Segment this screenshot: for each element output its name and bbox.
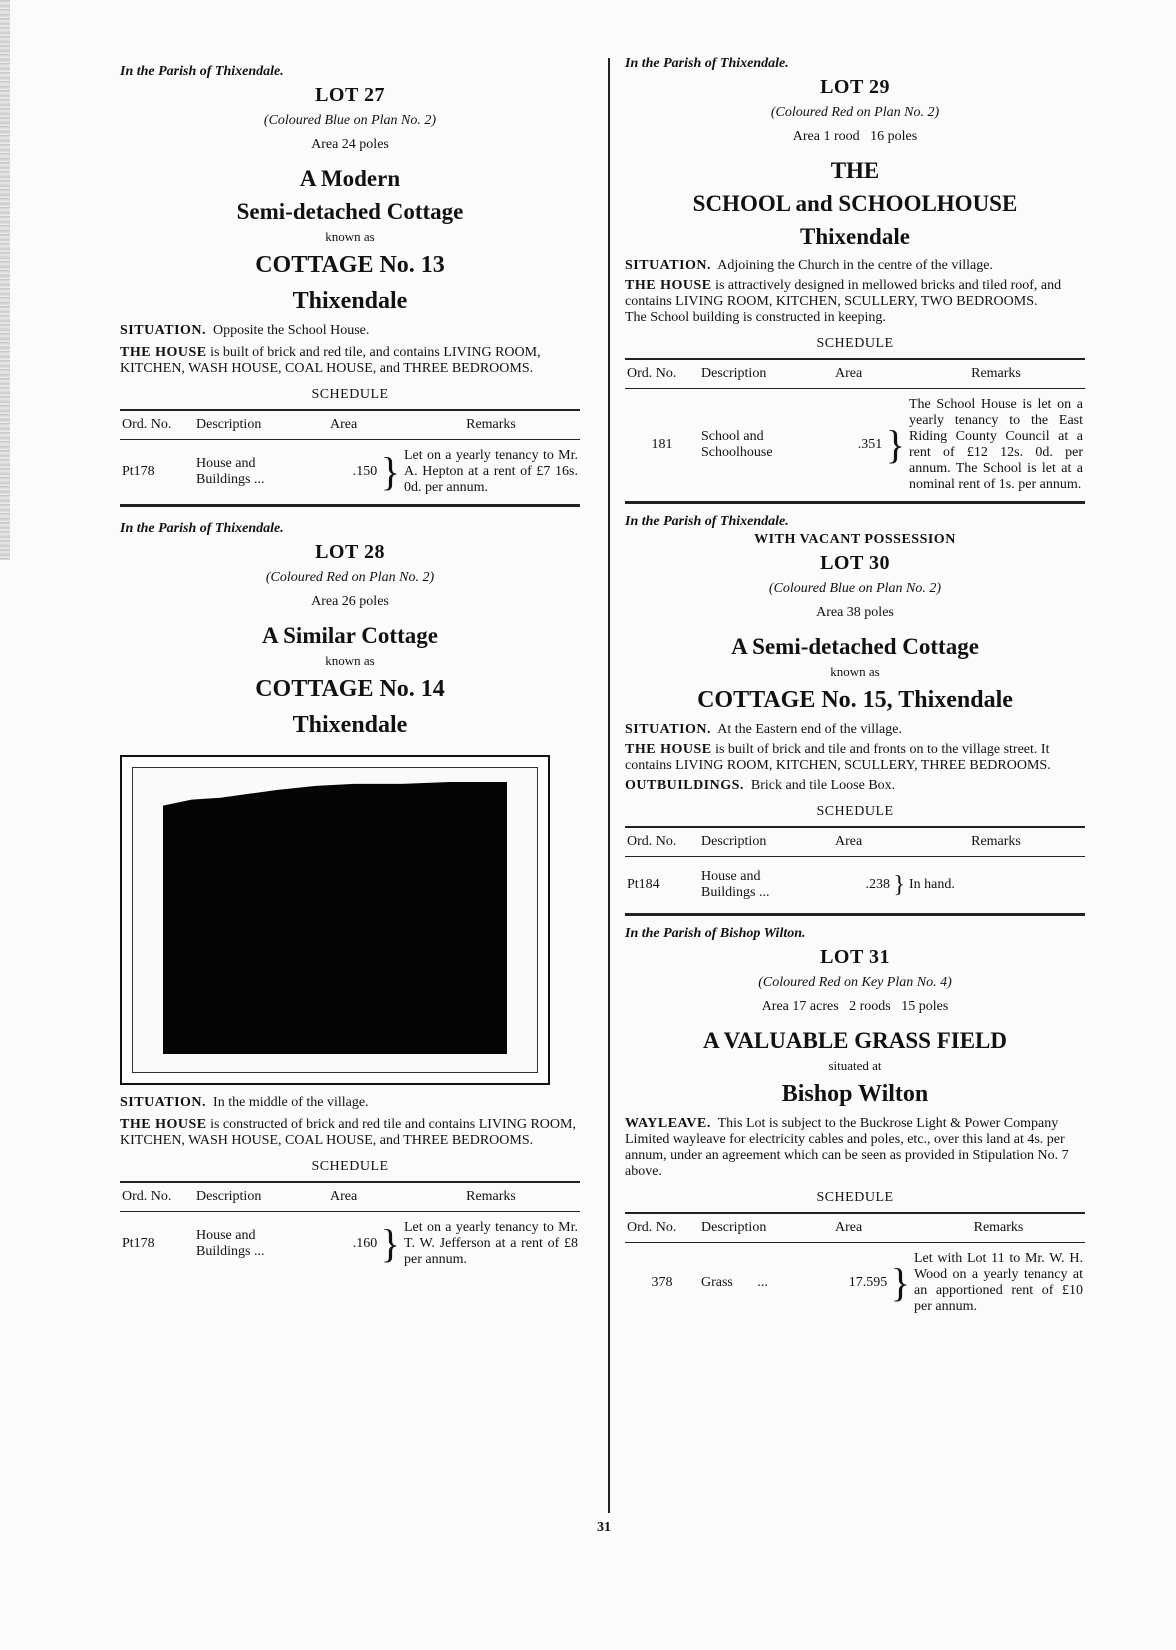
schedule-title: SCHEDULE <box>816 804 894 819</box>
house-text: is built of brick and red tile, and contains LIVING ROOM, KITCHEN, WASH HOUSE, COAL HOUSE, and THREE BEDROOMS. <box>120 345 541 376</box>
cottage-photo <box>120 755 550 1085</box>
schedule-table <box>120 409 580 507</box>
property-name: COTTAGE No. 13 <box>255 252 445 278</box>
vacant-possession: WITH VACANT POSSESSION <box>754 532 956 547</box>
header-description: Description <box>194 1182 328 1212</box>
schedule-table <box>625 1212 1085 1323</box>
area-text: .351 <box>857 437 883 453</box>
description <box>699 1243 833 1324</box>
ord-no: 378 <box>651 1275 673 1290</box>
situated-at: situated at <box>828 1058 882 1073</box>
lot-area: Area 17 acres 2 roods 15 poles <box>761 999 949 1014</box>
property-location: Thixendale <box>292 712 408 738</box>
table-row <box>120 440 580 506</box>
plan-colour: (Coloured Blue on Plan No. 2) <box>263 113 437 128</box>
header-ord-no: Ord. No. <box>120 410 194 440</box>
house-description <box>625 278 1085 326</box>
description <box>194 440 328 506</box>
lot-number: LOT 29 <box>820 76 890 98</box>
property-location: Bishop Wilton <box>781 1081 929 1107</box>
situation <box>120 323 580 339</box>
plan-colour: (Coloured Blue on Plan No. 2) <box>768 581 942 596</box>
brace-icon: } <box>893 872 905 898</box>
lot-number: LOT 31 <box>820 946 890 968</box>
area-value <box>328 1212 402 1277</box>
area-value <box>328 440 402 506</box>
description-line: House and <box>196 456 256 471</box>
situation-text: Opposite the School House. <box>213 323 370 338</box>
property-name: COTTAGE No. 14 <box>255 676 445 702</box>
area-text: 17.595 <box>848 1275 888 1291</box>
house-description <box>120 345 580 377</box>
lot-area: Area 26 poles <box>311 594 389 609</box>
table-row <box>625 857 1085 915</box>
area-text: .238 <box>865 877 890 893</box>
known-as: known as <box>325 653 375 668</box>
table-header <box>625 359 1085 389</box>
table-row <box>625 389 1085 503</box>
situation-text: Adjoining the Church in the centre of the village. <box>717 258 993 273</box>
header-area: Area <box>833 827 907 857</box>
remarks: In hand. <box>907 857 1085 915</box>
header-area: Area <box>833 359 907 389</box>
right-column <box>625 52 1085 1323</box>
outbuildings <box>625 778 1085 794</box>
table-header <box>625 827 1085 857</box>
schedule-title: SCHEDULE <box>311 1159 389 1174</box>
header-ord-no: Ord. No. <box>625 827 699 857</box>
area-value <box>833 857 907 915</box>
house-text: is attractively designed in mellowed bricks and tiled roof, and contains LIVING ROOM, KITCHEN, SCULLERY, TWO BEDROOMS. <box>625 278 1062 309</box>
plan-colour: (Coloured Red on Key Plan No. 4) <box>758 975 952 990</box>
table-row <box>625 1243 1085 1324</box>
schedule-title: SCHEDULE <box>311 387 389 402</box>
left-column <box>120 60 580 1276</box>
wayleave-label: WAYLEAVE. <box>625 1116 711 1131</box>
outbuildings-text: Brick and tile Loose Box. <box>750 778 896 793</box>
lot-area: Area 38 poles <box>816 605 894 620</box>
lot-title: THE <box>830 158 880 183</box>
house-text: is built of brick and tile and fronts on to the village street. It contains LIVING ROOM, KITCHEN, SCULLERY, THREE BEDROOMS. <box>625 742 1051 773</box>
header-ord-no: Ord. No. <box>625 1213 699 1243</box>
house-label: THE HOUSE <box>625 742 712 757</box>
description-line: Grass <box>701 1275 733 1290</box>
brace-icon: } <box>380 1221 400 1266</box>
plan-colour: (Coloured Red on Plan No. 2) <box>265 570 435 585</box>
lot-title: A Modern <box>299 166 401 191</box>
photo-image <box>163 778 507 1054</box>
area-text: .160 <box>352 1236 378 1252</box>
brace-icon: } <box>890 1260 910 1305</box>
description-line: Buildings ... <box>701 885 770 900</box>
situation-label: SITUATION. <box>120 323 207 338</box>
parish-label: In the Parish of Thixendale. <box>120 521 284 536</box>
property-name: COTTAGE No. 15, Thixendale <box>697 687 1013 713</box>
house-label: THE HOUSE <box>625 278 712 293</box>
header-description: Description <box>699 827 833 857</box>
lot-number: LOT 28 <box>315 541 385 563</box>
remarks: Let on a yearly tenancy to Mr. A. Hepton at a rent of £7 16s. 0d. per annum. <box>402 440 580 506</box>
header-remarks: Remarks <box>907 827 1085 857</box>
remarks: Let on a yearly tenancy to Mr. T. W. Jefferson at a rent of £8 per annum. <box>404 1220 578 1267</box>
schedule-table <box>625 358 1085 504</box>
header-remarks: Remarks <box>907 359 1085 389</box>
known-as: known as <box>830 664 880 679</box>
lot-30 <box>625 514 1085 916</box>
lot-area: Area 1 rood 16 poles <box>792 129 918 144</box>
property-location: Thixendale <box>292 288 408 314</box>
header-description: Description <box>194 410 328 440</box>
lot-title: A Similar Cottage <box>262 623 438 648</box>
house-text: is constructed of brick and red tile and contains LIVING ROOM, KITCHEN, WASH HOUSE, COAL HOUSE, and THREE BEDROOMS. <box>120 1117 576 1148</box>
house-label: THE HOUSE <box>120 345 207 360</box>
schedule-title: SCHEDULE <box>816 1190 894 1205</box>
situation <box>625 722 1085 738</box>
lot-title: Thixendale <box>800 224 910 249</box>
situation-label: SITUATION. <box>625 258 712 273</box>
lot-27 <box>120 64 580 507</box>
description-line: Schoolhouse <box>701 445 773 460</box>
header-remarks: Remarks <box>402 1182 580 1212</box>
area-value <box>833 389 907 503</box>
photo-mount <box>132 767 538 1073</box>
parish-label: In the Parish of Bishop Wilton. <box>625 926 806 941</box>
column-divider <box>608 58 610 1513</box>
description <box>699 857 833 915</box>
description-line: School and <box>701 429 764 444</box>
situation <box>120 1095 580 1111</box>
table-header <box>120 1182 580 1212</box>
parish-label: In the Parish of Thixendale. <box>625 514 789 529</box>
house-label: THE HOUSE <box>120 1117 207 1132</box>
lot-title: A Semi-detached Cottage <box>731 634 979 659</box>
description-line: House and <box>196 1228 256 1243</box>
area-text: .150 <box>352 464 378 480</box>
description-line: Buildings ... <box>196 472 265 487</box>
ord-no: Pt184 <box>625 857 699 915</box>
header-ord-no: Ord. No. <box>625 359 699 389</box>
parish-label: In the Parish of Thixendale. <box>625 56 789 71</box>
lot-title: Semi-detached Cottage <box>236 199 464 224</box>
outbuildings-label: OUTBUILDINGS. <box>625 778 744 793</box>
scan-edge <box>0 0 10 560</box>
remarks: Let with Lot 11 to Mr. W. H. Wood on a yearly tenancy at an apportioned rent of £10 per annum. <box>914 1251 1083 1314</box>
ord-no: 181 <box>625 389 699 503</box>
description-line: ... <box>757 1275 768 1290</box>
header-description: Description <box>699 1213 833 1243</box>
lot-area: Area 24 poles <box>311 137 389 152</box>
lot-28 <box>120 521 580 1276</box>
lot-number: LOT 27 <box>315 84 385 106</box>
school-note: The School building is constructed in keeping. <box>625 310 886 325</box>
house-description <box>625 742 1085 774</box>
area-value <box>833 1243 912 1324</box>
ord-no: Pt178 <box>122 1236 155 1251</box>
brace-icon: } <box>885 422 905 467</box>
schedule-table <box>625 826 1085 916</box>
header-area: Area <box>833 1213 912 1243</box>
wayleave-text: This Lot is subject to the Buckrose Light & Power Company Limited wayleave for electricity cables and poles, etc., over this land at 4s. per annum, under an agreement which can be seen as provided in Stipulation No. 7 above. <box>625 1116 1069 1179</box>
description-line: Buildings ... <box>196 1244 265 1259</box>
page-number: 31 <box>597 1520 611 1535</box>
situation-label: SITUATION. <box>625 722 712 737</box>
header-area: Area <box>328 1182 402 1212</box>
known-as: known as <box>325 229 375 244</box>
description-line: House and <box>701 869 761 884</box>
header-area: Area <box>328 410 402 440</box>
parish-label: In the Parish of Thixendale. <box>120 64 284 79</box>
brace-icon: } <box>380 449 400 494</box>
header-remarks: Remarks <box>402 410 580 440</box>
description <box>194 1212 328 1277</box>
wayleave <box>625 1116 1085 1180</box>
situation-label: SITUATION. <box>120 1095 207 1110</box>
schedule-title: SCHEDULE <box>816 336 894 351</box>
table-header <box>625 1213 1085 1243</box>
table-row <box>120 1212 580 1277</box>
schedule-table <box>120 1181 580 1276</box>
situation-text: At the Eastern end of the village. <box>717 722 902 737</box>
description <box>699 389 833 503</box>
header-ord-no: Ord. No. <box>120 1182 194 1212</box>
lot-29 <box>625 56 1085 504</box>
situation-text: In the middle of the village. <box>213 1095 369 1110</box>
remarks: The School House is let on a yearly tenancy to the East Riding County Council at a rent of £12 12s. 0d. per annum. The School is let at a nominal rent of 1s. per annum. <box>907 389 1085 503</box>
lot-31 <box>625 926 1085 1323</box>
table-header <box>120 410 580 440</box>
header-remarks: Remarks <box>912 1213 1085 1243</box>
ord-no: Pt178 <box>120 440 194 506</box>
house-description <box>120 1117 580 1149</box>
lot-title: SCHOOL and SCHOOLHOUSE <box>692 191 1018 216</box>
lot-number: LOT 30 <box>820 552 890 574</box>
header-description: Description <box>699 359 833 389</box>
plan-colour: (Coloured Red on Plan No. 2) <box>770 105 940 120</box>
situation <box>625 258 1085 274</box>
lot-title: A VALUABLE GRASS FIELD <box>703 1028 1007 1053</box>
